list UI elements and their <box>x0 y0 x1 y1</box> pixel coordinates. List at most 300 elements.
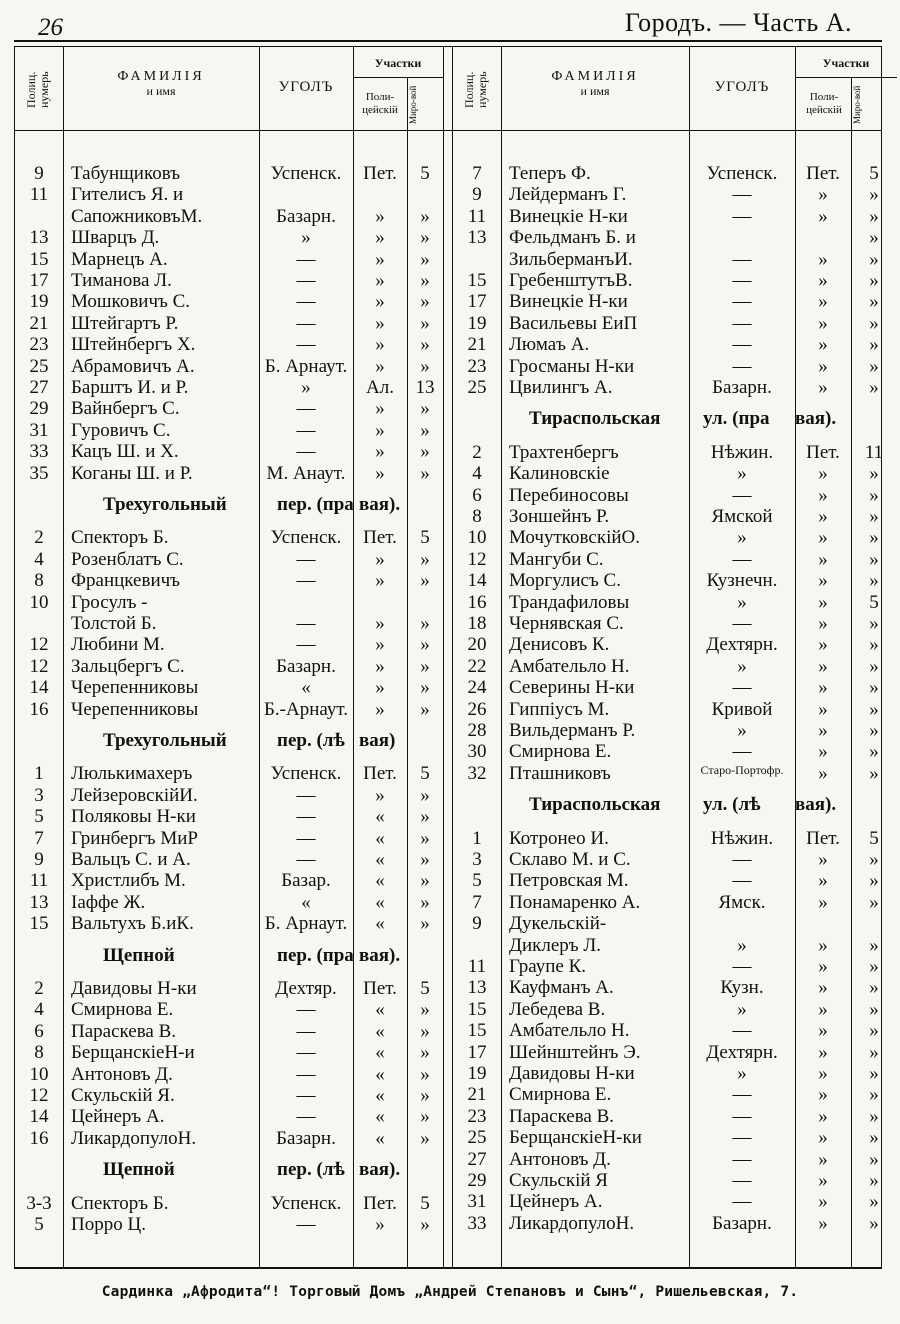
resident-name: Мангуби С. <box>509 548 604 570</box>
corner-street: — <box>732 849 752 870</box>
house-number: 11 <box>467 205 487 227</box>
police-precinct: » <box>818 184 828 206</box>
entry-row <box>15 1106 443 1128</box>
house-number: 7 <box>34 827 44 849</box>
corner-street: — <box>732 291 752 313</box>
magistrate-precinct: » <box>420 398 430 420</box>
police-precinct: » <box>818 377 828 398</box>
magistrate-precinct: » <box>869 720 879 741</box>
entry-row <box>453 442 897 464</box>
magistrate-precinct: » <box>869 205 879 227</box>
house-number: 14 <box>467 570 487 592</box>
entry-row <box>15 677 443 699</box>
police-precinct: » <box>818 548 828 570</box>
corner-street: — <box>296 334 316 356</box>
house-number: 17 <box>29 270 49 291</box>
corner-street: — <box>296 548 316 570</box>
entry-row <box>453 592 897 614</box>
resident-name: Кауфманъ А. <box>509 977 614 999</box>
resident-name: Смирнова Е. <box>509 741 612 763</box>
corner-street: — <box>732 677 752 699</box>
corner-street: Б. Арнаут. <box>264 355 348 377</box>
police-precinct: » <box>818 891 828 913</box>
magistrate-precinct: » <box>420 1127 430 1149</box>
entry-row <box>15 828 443 850</box>
corner-street: — <box>732 1148 752 1170</box>
corner-street: — <box>296 312 316 334</box>
magistrate-precinct: » <box>869 1105 879 1127</box>
house-number: 13 <box>467 977 487 999</box>
corner-street: — <box>296 613 316 634</box>
footer-advertisement: Сардинка „Афродита“! Торговый Домъ „Андрей Степановъ и Сынъ“, Ришельевская, 7. <box>101 1284 799 1300</box>
corner-street: — <box>732 270 752 291</box>
section-heading-part: вая). <box>359 944 401 966</box>
police-precinct: » <box>818 720 828 741</box>
corner-street: — <box>732 548 752 570</box>
header-ugol: УГОЛЪ <box>278 79 334 95</box>
police-precinct: » <box>818 1212 828 1234</box>
house-number: 20 <box>467 634 487 656</box>
resident-name: Гителисъ Я. и <box>71 184 184 206</box>
entry-row <box>453 1127 897 1149</box>
resident-name: Барштъ И. и Р. <box>71 377 189 398</box>
entry-row <box>453 184 897 206</box>
house-number: 15 <box>29 248 49 270</box>
resident-name: Абрамовичъ А. <box>71 355 195 377</box>
police-precinct: » <box>818 591 828 613</box>
magistrate-precinct: » <box>869 291 879 313</box>
house-number: 15 <box>467 270 487 291</box>
corner-street: » <box>737 463 747 485</box>
corner-street: — <box>732 1127 752 1149</box>
section-heading-part: ул. (лѣ <box>703 794 761 816</box>
section-heading-part: Щепной <box>103 1159 175 1181</box>
magistrate-precinct: » <box>869 506 879 527</box>
magistrate-precinct: » <box>869 998 879 1020</box>
corner-street: — <box>732 1191 752 1213</box>
resident-name: Штейнбергъ Х. <box>71 334 196 356</box>
entry-row <box>15 763 443 785</box>
corner-street: — <box>732 1020 752 1042</box>
magistrate-precinct: » <box>420 913 430 935</box>
entry-row <box>15 570 443 592</box>
house-number: 11 <box>467 956 487 977</box>
magistrate-precinct: » <box>420 698 430 720</box>
corner-street: « <box>301 891 311 913</box>
resident-name: Вильдерманъ Р. <box>509 720 636 741</box>
police-precinct: » <box>375 784 385 806</box>
top-rule <box>14 40 882 42</box>
resident-name: Іаффе Ж. <box>71 891 146 913</box>
house-number: 13 <box>467 227 487 249</box>
corner-street: — <box>296 806 316 828</box>
resident-name: Гросулъ - <box>71 591 148 613</box>
entry-row <box>453 763 897 785</box>
police-precinct: » <box>818 677 828 699</box>
corner-street: — <box>296 999 316 1021</box>
corner-street: Кривой <box>711 698 773 720</box>
entry-row <box>15 785 443 807</box>
entry-row <box>15 1193 443 1215</box>
entry-row <box>453 656 897 678</box>
police-precinct: Ал. <box>366 377 394 398</box>
corner-street: — <box>296 398 316 420</box>
entry-row <box>15 613 443 635</box>
resident-name: Смирнова Е. <box>509 1084 612 1106</box>
house-number: 16 <box>29 1127 49 1149</box>
police-precinct: Пет. <box>806 441 840 463</box>
entry-row <box>15 1214 443 1236</box>
house-number: 1 <box>472 827 482 849</box>
resident-name: Склаво М. и С. <box>509 849 631 870</box>
house-number: 15 <box>467 1020 487 1042</box>
magistrate-precinct: » <box>869 698 879 720</box>
police-precinct: » <box>818 1041 828 1063</box>
header-policeiskiy: Поли-цейскій <box>806 91 842 116</box>
entry-row <box>453 313 897 335</box>
entry-row <box>453 1084 897 1106</box>
entry-row <box>15 892 443 914</box>
resident-name: Калиновскіе <box>509 463 610 485</box>
corner-street: « <box>301 677 311 699</box>
resident-name: Петровская М. <box>509 870 629 892</box>
magistrate-precinct: » <box>420 355 430 377</box>
resident-name: Чернявская С. <box>509 613 624 634</box>
magistrate-precinct: » <box>869 377 879 398</box>
house-number: 19 <box>467 1063 487 1084</box>
magistrate-precinct: » <box>420 462 430 484</box>
house-number: 19 <box>29 291 49 313</box>
house-number: 10 <box>29 1063 49 1085</box>
police-precinct: Пет. <box>806 163 840 184</box>
police-precinct: » <box>818 334 828 356</box>
section-heading-part: вая). <box>795 794 837 816</box>
entry-row <box>453 270 897 292</box>
house-number: 31 <box>467 1191 487 1213</box>
police-precinct: » <box>375 312 385 334</box>
header-polic-num: Полиц. нумерь <box>462 71 490 109</box>
house-number: 25 <box>467 1127 487 1149</box>
magistrate-precinct: » <box>420 806 430 828</box>
header-i-imya: и имя <box>146 84 176 99</box>
resident-name: Антоновъ Д. <box>71 1063 173 1085</box>
magistrate-precinct: » <box>420 248 430 270</box>
corner-street: » <box>737 720 747 741</box>
resident-name: Лебедева В. <box>509 998 606 1020</box>
corner-street: — <box>296 634 316 656</box>
magistrate-precinct: 5 <box>869 163 879 184</box>
magistrate-precinct: » <box>869 762 879 784</box>
house-number: 23 <box>467 1105 487 1127</box>
magistrate-precinct: 13 <box>415 377 435 398</box>
corner-street: » <box>737 527 747 549</box>
police-precinct: » <box>818 1127 828 1149</box>
police-precinct: » <box>818 1020 828 1042</box>
police-precinct: » <box>818 484 828 506</box>
police-precinct: » <box>818 1148 828 1170</box>
house-number: 24 <box>467 677 487 699</box>
magistrate-precinct: » <box>420 419 430 441</box>
resident-name: Васильевы ЕиП <box>509 312 638 334</box>
corner-street: — <box>732 956 752 977</box>
house-number: 11 <box>29 870 49 892</box>
police-precinct: » <box>375 613 385 634</box>
entry-row <box>453 549 897 571</box>
house-number: 16 <box>467 591 487 613</box>
police-precinct: « <box>375 891 385 913</box>
entry-row <box>15 313 443 335</box>
resident-name: Северины Н-ки <box>509 677 635 699</box>
entry-row <box>15 849 443 871</box>
resident-name: Винецкіе Н-ки <box>509 291 628 313</box>
corner-street: — <box>732 1170 752 1191</box>
house-number: 8 <box>34 1042 44 1064</box>
magistrate-precinct: » <box>869 655 879 677</box>
header-familia <box>501 69 689 99</box>
entry-row <box>15 356 443 378</box>
corner-street: — <box>296 1042 316 1064</box>
house-number: 1 <box>34 763 44 785</box>
magistrate-precinct: » <box>420 1106 430 1128</box>
header-familia-label: ФАМИЛІЯ <box>551 69 639 84</box>
magistrate-precinct: » <box>869 355 879 377</box>
corner-street: Ямской <box>711 506 773 527</box>
entry-row <box>453 741 897 763</box>
corner-street: — <box>296 849 316 870</box>
police-precinct: Пет. <box>363 1192 397 1214</box>
police-precinct: « <box>375 999 385 1021</box>
magistrate-precinct: » <box>869 248 879 270</box>
resident-name: Толстой Б. <box>71 613 157 634</box>
resident-name: Поляковы Н-ки <box>71 806 196 828</box>
entry-row <box>15 870 443 892</box>
resident-name: Спекторъ Б. <box>71 1192 169 1214</box>
entry-row <box>453 227 897 249</box>
section-heading-part: Тираспольская <box>529 794 661 816</box>
house-number: 7 <box>472 891 482 913</box>
entry-row <box>453 163 897 185</box>
entry-row <box>453 977 897 999</box>
magistrate-precinct: » <box>420 827 430 849</box>
house-number: 4 <box>472 463 482 485</box>
police-precinct: » <box>818 1105 828 1127</box>
resident-name: Скульскій Я. <box>71 1085 175 1106</box>
section-heading-part: вая). <box>795 408 837 430</box>
resident-name: Марнецъ А. <box>71 248 168 270</box>
house-number: 3 <box>472 849 482 870</box>
magistrate-precinct: » <box>420 1063 430 1085</box>
corner-street: — <box>732 1105 752 1127</box>
entry-row <box>15 999 443 1021</box>
resident-name: Коганы Ш. и Р. <box>71 462 193 484</box>
police-precinct: » <box>818 956 828 977</box>
magistrate-precinct: » <box>869 1191 879 1213</box>
page-number: 26 <box>38 14 63 41</box>
magistrate-precinct: » <box>420 291 430 313</box>
resident-name: Мошковичъ С. <box>71 291 191 313</box>
entry-row <box>453 334 897 356</box>
section-heading-part: вая) <box>359 730 396 751</box>
corner-street: — <box>732 334 752 356</box>
house-number: 33 <box>29 441 49 463</box>
entry-row <box>453 206 897 228</box>
police-precinct: » <box>818 634 828 656</box>
resident-name: Лейдерманъ Г. <box>509 184 627 206</box>
resident-name: Кацъ Ш. и Х. <box>71 441 179 463</box>
entry-row <box>453 613 897 635</box>
house-number: 10 <box>29 591 49 613</box>
corner-street: — <box>296 1214 316 1235</box>
police-precinct: » <box>375 1214 385 1235</box>
corner-street: — <box>296 784 316 806</box>
corner-street: Успенск. <box>270 163 342 184</box>
corner-street: — <box>732 205 752 227</box>
entry-row <box>15 806 443 828</box>
police-precinct: « <box>375 1106 385 1128</box>
corner-street: — <box>732 484 752 506</box>
resident-name: Моргулисъ С. <box>509 570 621 592</box>
corner-street: Дехтярн. <box>706 1041 778 1063</box>
header-familia-label: ФАМИЛІЯ <box>117 69 205 84</box>
resident-name: Люлькимахеръ <box>71 763 193 785</box>
entry-row <box>15 978 443 1000</box>
magistrate-precinct: » <box>869 677 879 699</box>
resident-name: БерщанскіеН-ки <box>509 1127 642 1149</box>
corner-street: Успенск. <box>706 163 778 184</box>
police-precinct: » <box>818 998 828 1020</box>
resident-name: Трандафиловы <box>509 591 630 613</box>
magistrate-precinct: » <box>869 227 879 249</box>
entry-row <box>453 463 897 485</box>
corner-street: — <box>296 1106 316 1128</box>
entry-row <box>15 206 443 228</box>
entry-row <box>15 656 443 678</box>
magistrate-precinct: » <box>869 527 879 549</box>
magistrate-precinct: » <box>869 1041 879 1063</box>
entry-row <box>15 549 443 571</box>
magistrate-precinct: » <box>869 548 879 570</box>
resident-name: ЛикардопулоН. <box>71 1127 197 1149</box>
house-number: 3 <box>34 784 44 806</box>
house-number: 12 <box>29 655 49 677</box>
corner-street: » <box>301 227 311 249</box>
resident-name: ЛейзеровскійИ. <box>71 784 198 806</box>
house-number: 12 <box>467 548 487 570</box>
magistrate-precinct: 5 <box>420 527 430 549</box>
resident-name: Гуровичъ С. <box>71 419 171 441</box>
resident-name: Вальтухъ Б.иК. <box>71 913 194 935</box>
corner-street: Ямск. <box>718 891 766 913</box>
house-number: 9 <box>34 163 44 184</box>
corner-street: Базар. <box>281 870 331 892</box>
resident-name: Гиппіусъ М. <box>509 698 610 720</box>
police-precinct: » <box>818 1170 828 1191</box>
police-precinct: « <box>375 806 385 828</box>
resident-name: СапожниковъМ. <box>71 205 203 227</box>
house-number: 4 <box>34 548 44 570</box>
police-precinct: Пет. <box>806 827 840 849</box>
corner-street: — <box>296 570 316 592</box>
house-number: 15 <box>467 998 487 1020</box>
police-precinct: » <box>818 270 828 291</box>
entry-row <box>453 699 897 721</box>
house-number: 9 <box>472 913 482 935</box>
resident-name: ГребенштутъВ. <box>509 270 633 291</box>
magistrate-precinct: 5 <box>420 1192 430 1214</box>
police-precinct: » <box>818 849 828 870</box>
entry-row <box>15 1042 443 1064</box>
police-precinct: » <box>818 698 828 720</box>
right-column-group <box>453 47 897 1267</box>
police-precinct: » <box>818 463 828 485</box>
police-precinct: « <box>375 1020 385 1042</box>
police-precinct: » <box>818 1084 828 1106</box>
entry-row <box>453 485 897 507</box>
police-precinct: » <box>818 1191 828 1213</box>
entry-row <box>15 270 443 292</box>
police-precinct: » <box>818 312 828 334</box>
magistrate-precinct: » <box>869 1063 879 1084</box>
section-heading-part: вая). <box>359 1159 401 1181</box>
magistrate-precinct: 5 <box>420 163 430 184</box>
entry-row <box>453 677 897 699</box>
house-number: 25 <box>467 377 487 398</box>
house-number: 27 <box>467 1148 487 1170</box>
corner-street: — <box>296 1063 316 1085</box>
police-precinct: » <box>375 205 385 227</box>
corner-street: Базарн. <box>276 205 336 227</box>
uchastki-rule <box>353 77 443 78</box>
magistrate-precinct: » <box>869 934 879 956</box>
police-precinct: » <box>375 355 385 377</box>
entry-row <box>15 377 443 399</box>
corner-street: — <box>296 270 316 291</box>
corner-street: — <box>732 312 752 334</box>
resident-name: Зоншейнъ Р. <box>509 506 610 527</box>
resident-name: Перебиносовы <box>509 484 629 506</box>
magistrate-precinct: » <box>869 849 879 870</box>
magistrate-precinct: 5 <box>420 763 430 785</box>
police-precinct: » <box>818 1063 828 1084</box>
magistrate-precinct: » <box>869 613 879 634</box>
police-precinct: » <box>375 334 385 356</box>
magistrate-precinct: » <box>420 677 430 699</box>
entry-row <box>453 892 897 914</box>
magistrate-precinct: 5 <box>869 827 879 849</box>
resident-name: Дукельскій- <box>509 913 607 935</box>
magistrate-precinct: » <box>420 870 430 892</box>
house-number: 9 <box>34 849 44 870</box>
resident-name: Диклеръ Л. <box>509 934 601 956</box>
entry-row <box>453 356 897 378</box>
house-number: 4 <box>34 999 44 1021</box>
magistrate-precinct: » <box>869 1020 879 1042</box>
police-precinct: » <box>818 613 828 634</box>
corner-street: Дехтяр. <box>275 978 337 999</box>
entry-row <box>15 441 443 463</box>
house-number: 2 <box>472 441 482 463</box>
house-number: 32 <box>467 762 487 784</box>
police-precinct: » <box>818 655 828 677</box>
magistrate-precinct: » <box>420 227 430 249</box>
house-number: 18 <box>467 613 487 634</box>
section-heading-part: пер. (пра <box>277 944 354 966</box>
entry-row <box>453 1213 897 1235</box>
police-precinct: » <box>375 634 385 656</box>
corner-street: » <box>301 377 311 398</box>
house-number: 28 <box>467 720 487 741</box>
entry-row <box>453 870 897 892</box>
